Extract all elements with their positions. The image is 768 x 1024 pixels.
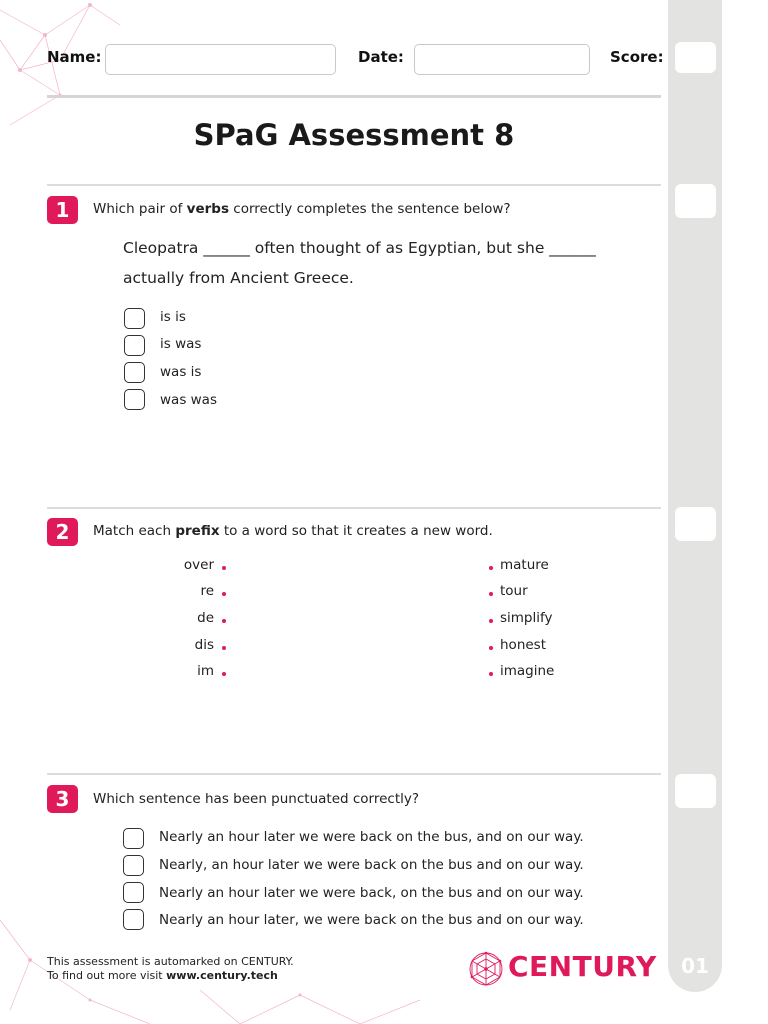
question-2-divider — [47, 507, 661, 509]
prefix-re-match-dot[interactable] — [222, 592, 226, 596]
prefix-dis-match-dot[interactable] — [222, 646, 226, 650]
word-simplify-match-dot[interactable] — [489, 619, 493, 623]
question-3-option-1-label: Nearly an hour later we were back on the bus, and on our way. — [159, 829, 584, 845]
word-mature-match-dot[interactable] — [489, 566, 493, 570]
question-2-score-box[interactable] — [675, 507, 716, 541]
question-1-score-box[interactable] — [675, 184, 716, 218]
word-honest: honest — [500, 637, 547, 653]
date-label: Date: — [358, 48, 404, 66]
question-3-option-4-label: Nearly an hour later, we were back on the bus and on our way. — [159, 912, 584, 928]
century-logo-text: CENTURY — [508, 950, 657, 983]
word-imagine: imagine — [500, 663, 555, 679]
question-1-prompt-bold: verbs — [186, 201, 229, 217]
question-1-option-2-checkbox[interactable] — [124, 335, 145, 356]
word-tour-match-dot[interactable] — [489, 592, 493, 596]
question-2-number: 2 — [47, 518, 78, 546]
word-mature: mature — [500, 557, 549, 573]
prefix-im-match-dot[interactable] — [222, 672, 226, 676]
score-label: Score: — [610, 48, 664, 66]
name-label: Name: — [47, 48, 102, 66]
prefix-over-match-dot[interactable] — [222, 566, 226, 570]
question-1-prompt-pre: Which pair of — [93, 201, 187, 217]
question-3-prompt: Which sentence has been punctuated correctly? — [93, 791, 420, 807]
question-1-option-1-label: is is — [160, 309, 186, 325]
footer-visit-note — [47, 969, 278, 982]
prefix-de-match-dot[interactable] — [222, 619, 226, 623]
prefix-de: de — [197, 610, 214, 626]
question-1-number: 1 — [47, 196, 78, 224]
prefix-dis: dis — [194, 637, 214, 653]
word-honest-match-dot[interactable] — [489, 646, 493, 650]
prefix-re: re — [200, 583, 214, 599]
question-2-prompt-post: to a word so that it creates a new word. — [219, 523, 493, 539]
question-3-divider — [47, 773, 661, 775]
question-3-number: 3 — [47, 785, 78, 813]
question-2-prompt — [93, 523, 493, 539]
header-divider — [47, 95, 661, 98]
question-1-option-3-checkbox[interactable] — [124, 362, 145, 383]
word-tour: tour — [500, 583, 528, 599]
name-field[interactable] — [105, 44, 336, 75]
question-3-option-2-checkbox[interactable] — [123, 855, 144, 876]
question-1-divider — [47, 184, 661, 186]
question-3-option-1-checkbox[interactable] — [123, 828, 144, 849]
question-2-prompt-pre: Match each — [93, 523, 176, 539]
question-3-option-3-label: Nearly an hour later we were back, on the bus and on our way. — [159, 885, 584, 901]
word-imagine-match-dot[interactable] — [489, 672, 493, 676]
score-sidebar — [668, 0, 722, 992]
page-number: 01 — [681, 954, 709, 978]
question-1-option-4-checkbox[interactable] — [124, 389, 145, 410]
date-field[interactable] — [414, 44, 590, 75]
question-1-sentence-line: actually from Ancient Greece. — [123, 269, 354, 287]
question-3-option-4-checkbox[interactable] — [123, 909, 144, 930]
question-1-prompt — [93, 201, 511, 217]
question-3-option-2-label: Nearly, an hour later we were back on the bus and on our way. — [159, 857, 584, 873]
question-1-option-1-checkbox[interactable] — [124, 308, 145, 329]
question-3-option-3-checkbox[interactable] — [123, 882, 144, 903]
question-1-sentence-line: Cleopatra ______ often thought of as Egyptian, but she ______ — [123, 239, 596, 257]
question-1-option-3-label: was is — [160, 364, 202, 380]
page-title: SPaG Assessment 8 — [193, 118, 515, 152]
question-1-option-2-label: is was — [160, 336, 202, 352]
question-1-prompt-post: correctly completes the sentence below? — [229, 201, 511, 217]
prefix-over: over — [183, 557, 214, 573]
footer-website-link[interactable]: www.century.tech — [166, 969, 278, 982]
century-logo-icon — [468, 951, 504, 987]
question-3-score-box[interactable] — [675, 774, 716, 808]
footer-automarked-note: This assessment is automarked on CENTURY. — [47, 955, 294, 968]
word-simplify: simplify — [500, 610, 553, 626]
prefix-im: im — [197, 663, 214, 679]
question-2-prompt-bold: prefix — [175, 523, 220, 539]
question-1-option-4-label: was was — [160, 392, 217, 408]
footer-visit-text: To find out more visit — [47, 969, 167, 982]
total-score-box[interactable] — [675, 42, 716, 73]
